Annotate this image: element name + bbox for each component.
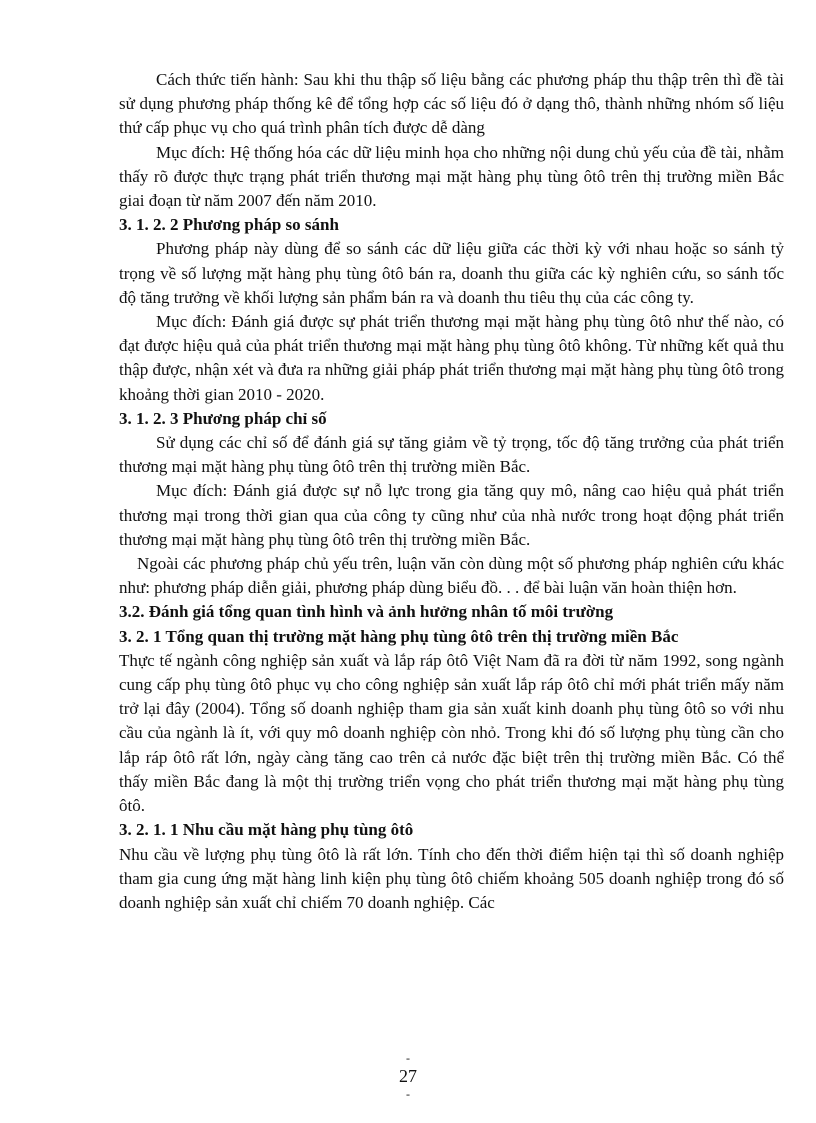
heading-section-3-2-1: 3. 2. 1 Tổng quan thị trường mặt hàng phụ tùng ôtô trên thị trường miền Bắc — [119, 626, 679, 646]
heading-comparison-method: 3. 1. 2. 2 Phương pháp so sánh — [119, 215, 339, 235]
paragraph-index-purpose: Mục đích: Đánh giá được sự nỗ lực trong gia tăng quy mô, nâng cao hiệu quả phát triển thương mại trong thời gian qua của công ty cũng như của nhà nước trong hoạt động phát triển thương mại mặt hàng phụ tùng ôtô trên thị trường miền Bắc. — [119, 481, 784, 549]
paragraph-other-methods: Ngoài các phương pháp chủ yếu trên, luận văn còn dùng một số phương pháp nghiên cứu khác như: phương pháp diễn giải, phương pháp dùng biểu đồ. . . để bài luận văn hoàn thiện hơn. — [119, 554, 784, 598]
paragraph-demand: Nhu cầu về lượng phụ tùng ôtô là rất lớn. Tính cho đến thời điểm hiện tại thì số doanh nghiệp tham gia cung ứng mặt hàng linh kiện phụ tùng ôtô chiếm khoảng 505 doanh nghiệp trong đó số doanh nghiệp sản xuất chỉ chiếm 70 doanh nghiệp. Các — [119, 844, 784, 912]
footer-dash-top: - — [406, 1051, 410, 1065]
paragraph-market-overview: Thực tế ngành công nghiệp sản xuất và lắp ráp ôtô Việt Nam đã ra đời từ năm 1992, song ngành cung cấp phụ tùng ôtô phục vụ cho công nghiệp sản xuất lắp ráp ôtô chỉ mới phát triển mấy năm trở lại đây (2004). Tổng số doanh nghiệp tham gia sản xuất kinh doanh phụ tùng ôtô so với nhu cầu của ngành là ít, với quy mô doanh nghiệp còn nhỏ. Trong khi đó số lượng phụ tùng cần cho lắp ráp ôtô rất lớn, ngày càng tăng cao trên cả nước đặc biệt trên thị trường miền Bắc. Có thể thấy miền Bắc đang là một thị trường triển vọng cho phát triển thương mại mặt hàng phụ tùng ôtô. — [119, 650, 784, 816]
paragraph-index-description: Sử dụng các chỉ số để đánh giá sự tăng giảm về tỷ trọng, tốc độ tăng trưởng của phát triển thương mại mặt hàng phụ tùng ôtô trên thị trường miền Bắc. — [119, 433, 784, 477]
page-number: 27 — [399, 1066, 417, 1086]
paragraph-method-procedure: Cách thức tiến hành: Sau khi thu thập số liệu bằng các phương pháp thu thập trên thì đề tài sử dụng phương pháp thống kê để tổng hợp các số liệu đó ở dạng thô, thành những nhóm số liệu thứ cấp phục vụ cho quá trình phân tích được dễ dàng — [119, 70, 784, 138]
paragraph-comparison-purpose: Mục đích: Đánh giá được sự phát triển thương mại mặt hàng phụ tùng ôtô như thế nào, có đạt được hiệu quả của phát triển thương mại mặt hàng phụ tùng ôtô không. Từ những kết quả thu thập được, nhận xét và đưa ra những giải pháp phát triển thương mại mặt hàng phụ tùng ôtô trong khoảng thời gian 2010 - 2020. — [119, 312, 784, 404]
heading-section-3-2: 3.2. Đánh giá tổng quan tình hình và ảnh hưởng nhân tố môi trường — [119, 602, 614, 622]
document-body — [119, 68, 784, 915]
heading-section-3-2-1-1: 3. 2. 1. 1 Nhu cầu mặt hàng phụ tùng ôtô — [119, 820, 414, 840]
footer-dash-bottom: - — [406, 1087, 410, 1101]
paragraph-purpose-statistics: Mục đích: Hệ thống hóa các dữ liệu minh họa cho những nội dung chủ yếu của đề tài, nhằm thấy rõ được thực trạng phát triển thương mại mặt hàng phụ tùng ôtô trên thị trường miền Bắc giai đoạn từ năm 2007 đến năm 2010. — [119, 142, 784, 211]
paragraph-comparison-description: Phương pháp này dùng để so sánh các dữ liệu giữa các thời kỳ với nhau hoặc so sánh tỷ trọng về số lượng mặt hàng phụ tùng ôtô bán ra, doanh thu giữa các kỳ nghiên cứu, so sánh tốc độ tăng trưởng về khối lượng sản phẩm bán ra và doanh thu tiêu thụ của các công ty. — [119, 239, 784, 307]
page-footer — [0, 1052, 816, 1100]
heading-index-method: 3. 1. 2. 3 Phương pháp chỉ số — [119, 408, 327, 428]
